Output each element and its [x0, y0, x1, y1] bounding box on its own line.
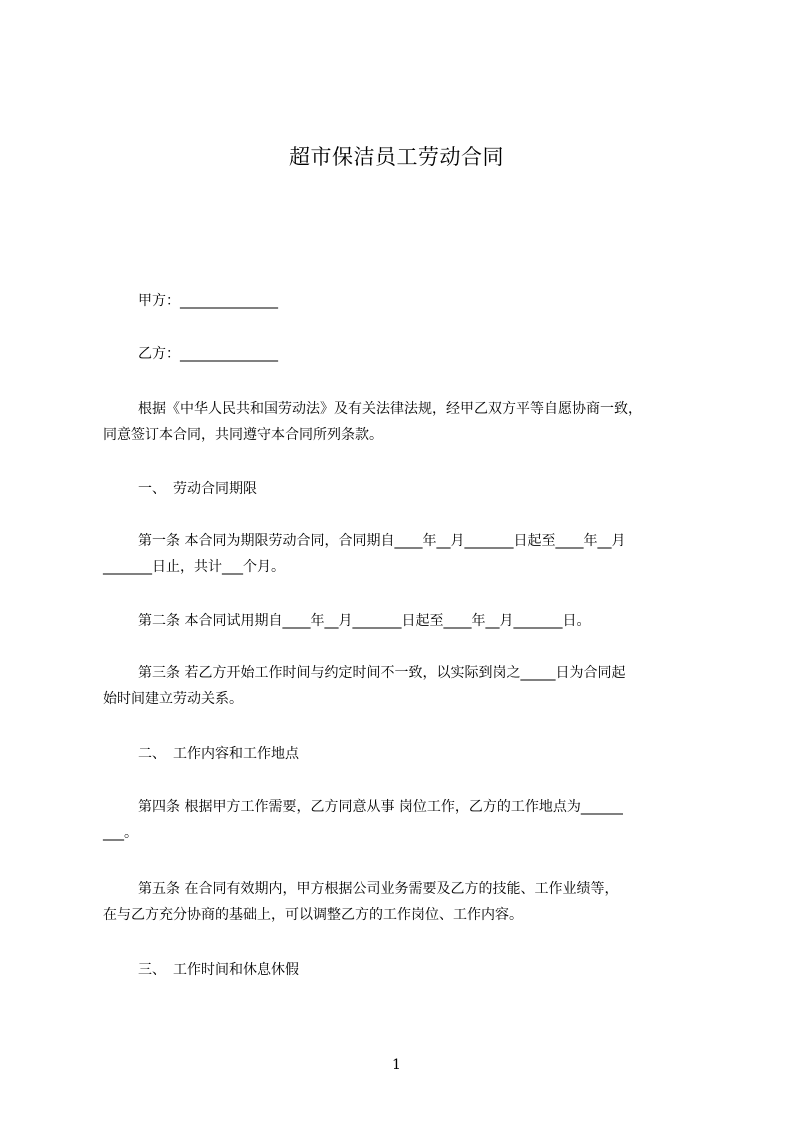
article-4-paragraph	[103, 794, 703, 846]
page-number: 1	[392, 1057, 401, 1073]
document-title: 超市保洁员工劳动合同	[289, 145, 504, 169]
party-b-line: 乙方：______________	[138, 346, 278, 362]
section-heading-1: 一、 劳动合同期限	[138, 481, 257, 497]
article-1-line-2: _______日止，共计___个月。	[103, 559, 285, 575]
party-a-line: 甲方：______________	[138, 293, 278, 309]
section-heading-2: 二、 工作内容和工作地点	[138, 746, 299, 762]
article-1-paragraph	[103, 528, 703, 580]
preamble-paragraph	[103, 396, 703, 448]
article-4-line-2: ___。	[103, 825, 138, 841]
article-3-line-2: 始时间建立劳动关系。	[103, 691, 243, 707]
article-1-line-1: 第一条 本合同为期限劳动合同，合同期自____年__月_______日起至____年__月	[138, 533, 626, 549]
article-5-paragraph	[103, 876, 703, 928]
preamble-line-1: 根据《中华人民共和国劳动法》及有关法律法规，经甲乙双方平等自愿协商一致，	[138, 401, 642, 417]
article-2-line: 第二条 本合同试用期自____年__月_______日起至____年__月_______日。	[138, 613, 591, 629]
article-3-line-1: 第三条 若乙方开始工作时间与约定时间不一致，以实际到岗之_____日为合同起	[138, 665, 626, 681]
article-5-line-2: 在与乙方充分协商的基础上，可以调整乙方的工作岗位、工作内容。	[103, 907, 523, 923]
preamble-line-2: 同意签订本合同，共同遵守本合同所列条款。	[103, 427, 383, 443]
section-heading-3: 三、 工作时间和休息休假	[138, 962, 299, 978]
article-3-paragraph	[103, 660, 703, 712]
article-4-line-1: 第四条 根据甲方工作需要，乙方同意从事 岗位工作，乙方的工作地点为______	[138, 799, 623, 815]
article-5-line-1: 第五条 在合同有效期内，甲方根据公司业务需要及乙方的技能、工作业绩等，	[138, 881, 619, 897]
